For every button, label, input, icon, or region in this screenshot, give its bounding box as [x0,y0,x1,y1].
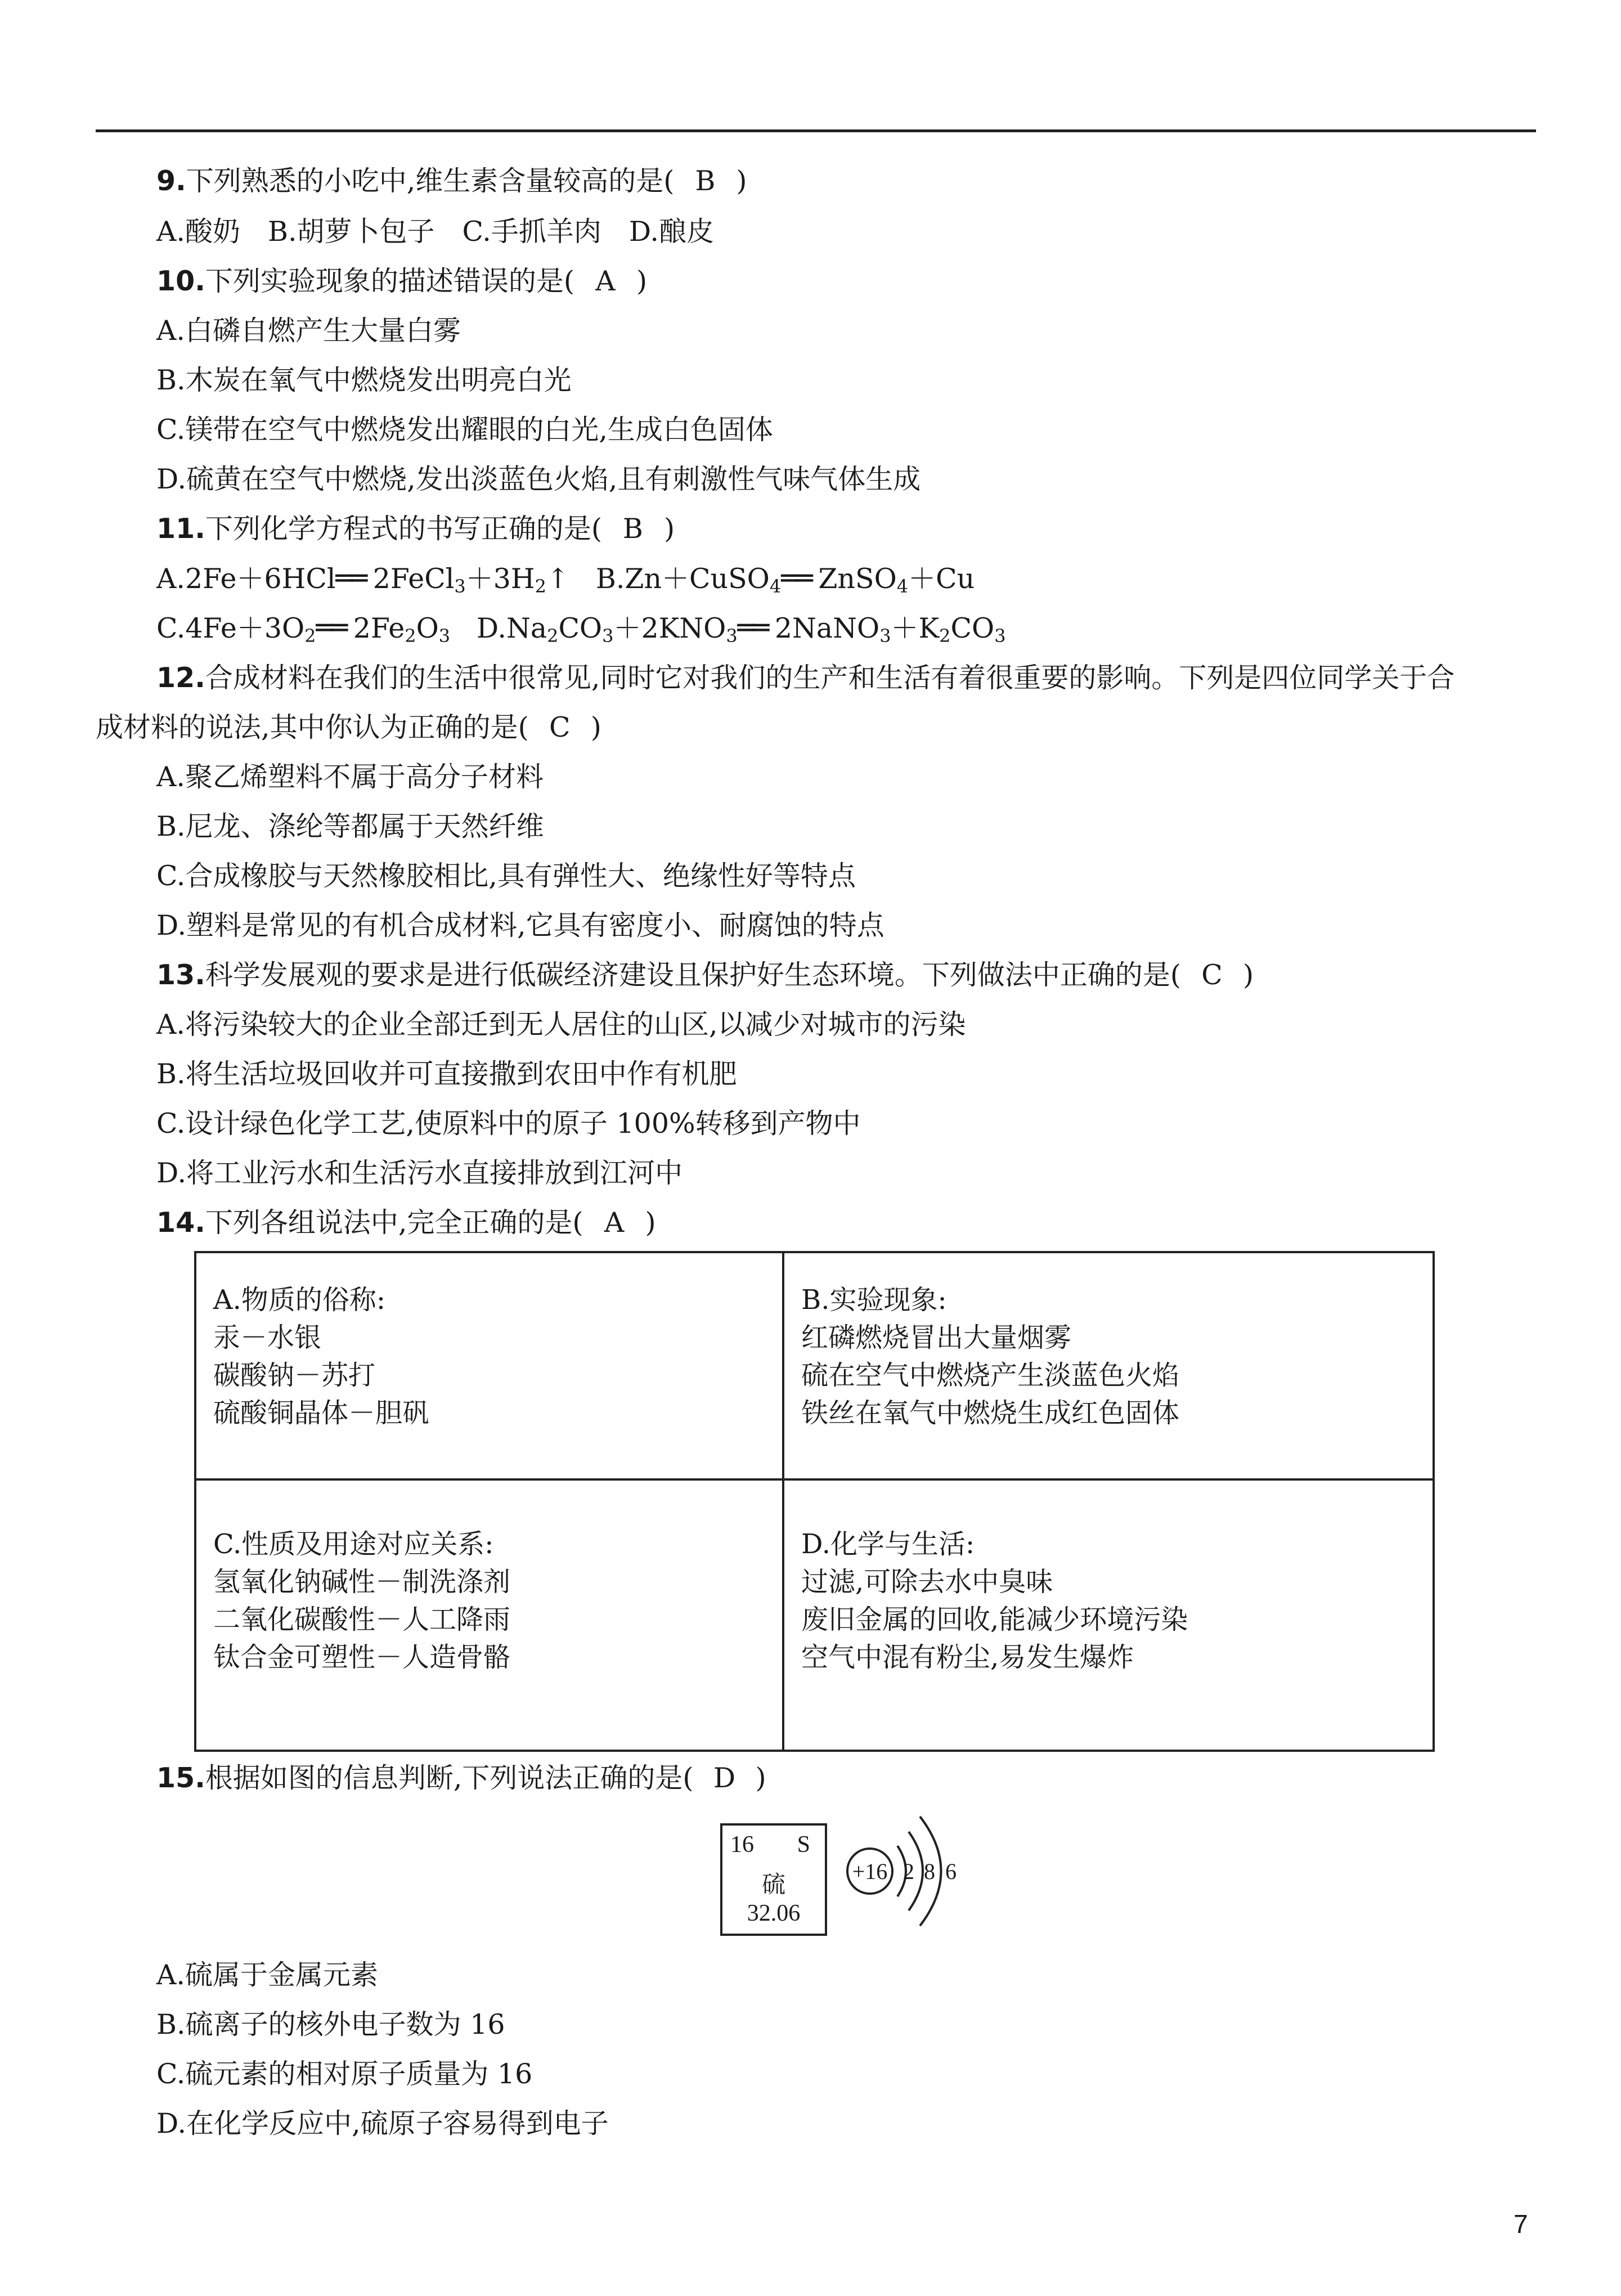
question-9-stem: 9.下列熟悉的小吃中,维生素含量较高的是( B ) [156,165,747,197]
atom-structure-diagram [844,1806,990,1936]
table-cell-a [196,1253,782,1478]
question-9-options: A.酸奶 B.胡萝卜包子 C.手抓羊肉 D.酿皮 [156,216,714,248]
question-13-option-d: D.将工业污水和生活污水直接排放到江河中 [156,1157,683,1189]
cell-title: D.化学与生活: [801,1528,975,1560]
question-14-stem: 14.下列各组说法中,完全正确的是( A ) [156,1207,656,1239]
answer-15: D [713,1762,736,1794]
cell-title: C.性质及用途对应关系: [213,1528,494,1560]
cell-item: 废旧金属的回收,能减少环境污染 [801,1604,1188,1635]
answer-11: B [622,513,643,545]
cell-title: B.实验现象: [801,1284,947,1316]
cell-title: A.物质的俗称: [213,1284,386,1316]
cell-item: 红磷燃烧冒出大量烟雾 [801,1322,1072,1353]
question-13-option-c: C.设计绿色化学工艺,使原料中的原子 100%转移到产物中 [156,1107,861,1140]
question-13-option-a: A.将污染较大的企业全部迁到无人居住的山区,以减少对城市的污染 [156,1008,966,1041]
table-cell-b [784,1253,1433,1478]
question-12-option-c: C.合成橡胶与天然橡胶相比,具有弹性大、绝缘性好等特点 [156,860,856,892]
atomic-mass: 32.06 [747,1900,801,1926]
question-13-stem: 13.科学发展观的要求是进行低碳经济建设且保护好生态环境。下列做法中正确的是( C ) [156,959,1254,991]
cell-item: 氢氧化钠碱性－制洗涤剂 [213,1566,511,1598]
question-12-stem-line2: 成材料的说法,其中你认为正确的是( C ) [96,711,601,743]
answer-14: A [604,1207,625,1239]
shell-electrons-3: 6 [945,1859,957,1884]
equation-c: $C.4Fe+3O_2══$ $2Fe_2O_3$ [156,611,451,647]
question-10-option-c: C.镁带在空气中燃烧发出耀眼的白光,生成白色固体 [156,414,773,446]
answer-12: C [549,711,571,743]
shell-electrons-1: 2 [903,1859,914,1884]
page-number: 7 [1514,2209,1528,2239]
question-15-option-d: D.在化学反应中,硫原子容易得到电子 [156,2107,609,2140]
table-cell-d [784,1481,1433,1750]
header-rule [96,129,1536,132]
cell-item: 碳酸钠－苏打 [213,1360,376,1391]
question-11-options-ab [156,562,975,596]
cell-item: 钛合金可塑性－人造骨骼 [213,1642,511,1673]
question-10-option-a: A.白磷自燃产生大量白雾 [156,315,461,347]
answer-9: B [695,165,716,197]
cell-item: 铁丝在氧气中燃烧生成红色固体 [801,1397,1180,1429]
question-11-options-cd [156,611,1006,645]
question-12-stem-line1: 12.合成材料在我们的生活中很常见,同时它对我们的生产和生活有着很重要的影响。下列是四位同学关于合 [156,662,1455,694]
question-15-option-b: B.硫离子的核外电子数为 16 [156,2008,505,2041]
question-10-option-d: D.硫黄在空气中燃烧,发出淡蓝色火焰,且有刺激性气味气体生成 [156,463,921,495]
atomic-number: 16 [730,1832,754,1858]
cell-item: 二氧化碳酸性－人工降雨 [213,1604,511,1635]
shell-electrons-2: 8 [924,1859,935,1884]
answer-13: C [1201,959,1223,991]
periodic-element-card [720,1823,827,1936]
question-10-stem: 10.下列实验现象的描述错误的是( A ) [156,265,648,297]
equation-a: A.2Fe＋6HCl══ $2FeCl_3+3H_2↑$ [156,562,570,597]
question-12-option-b: B.尼龙、涤纶等都属于天然纤维 [156,810,544,842]
question-15-option-a: A.硫属于金属元素 [156,1959,378,1991]
question-11-stem: 11.下列化学方程式的书写正确的是( B ) [156,513,675,545]
cell-item: 硫在空气中燃烧产生淡蓝色火焰 [801,1360,1180,1391]
cell-item: 硫酸铜晶体－胆矾 [213,1397,430,1429]
equation-d: $D.Na_2CO_3+2KNO_3══$ $2NaNO_3+K_2CO_3$ [476,611,1006,647]
question-15-option-c: C.硫元素的相对原子质量为 16 [156,2058,533,2090]
question-15-stem: 15.根据如图的信息判断,下列说法正确的是( D ) [156,1762,766,1794]
question-10-option-b: B.木炭在氧气中燃烧发出明亮白光 [156,364,572,396]
question-12-option-a: A.聚乙烯塑料不属于高分子材料 [156,761,544,793]
element-symbol: S [797,1832,810,1858]
question-12-option-d: D.塑料是常见的有机合成材料,它具有密度小、耐腐蚀的特点 [156,909,884,941]
cell-item: 汞－水银 [213,1322,322,1353]
table-cell-c [196,1481,782,1750]
element-name: 硫 [761,1872,785,1898]
cell-item: 空气中混有粉尘,易发生爆炸 [801,1642,1134,1673]
nucleus-charge: +16 [852,1859,888,1884]
cell-item: 过滤,可除去水中臭味 [801,1566,1053,1598]
question-13-option-b: B.将生活垃圾回收并可直接撒到农田中作有机肥 [156,1058,737,1090]
equation-b: B.Zn＋CuSO$_4$══ ZnSO$_4$＋Cu [595,562,975,597]
answer-10: A [595,265,616,297]
question-14-table [194,1251,1435,1752]
